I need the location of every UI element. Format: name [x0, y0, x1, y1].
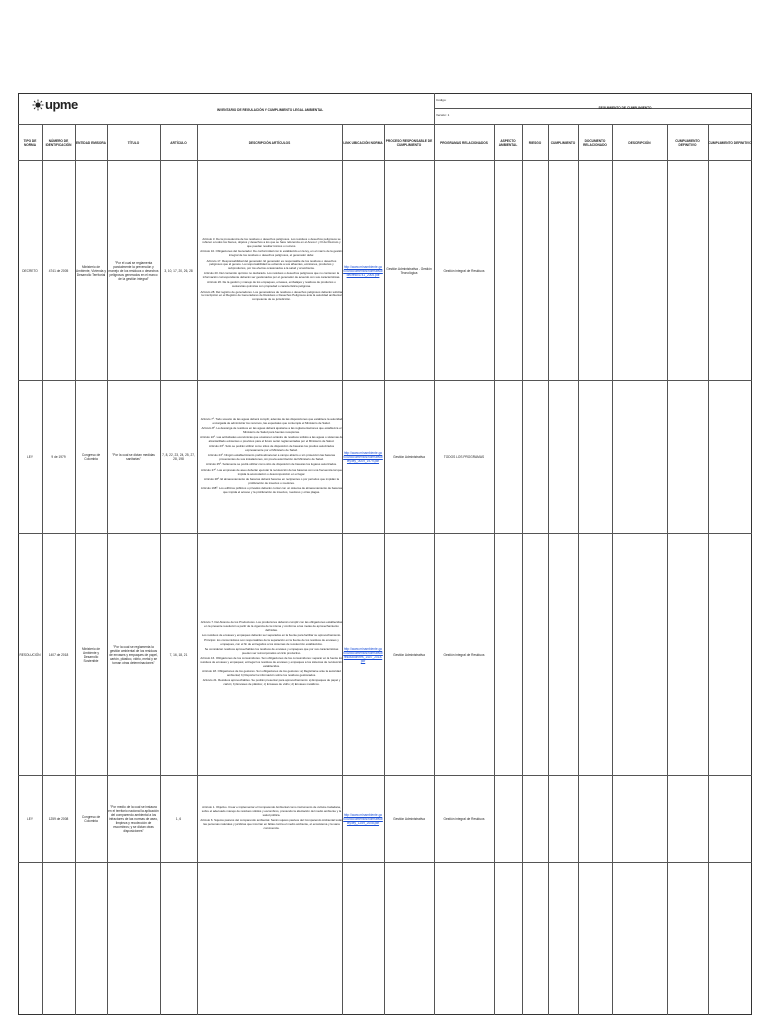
col-divider — [578, 124, 579, 1015]
article-text: Artículo 1. Objetivo. Crear e implementar el Comparendo Ambiental como instrumento de cultura ciudadana, sobre el adecuado manejo de residuos sólidos y escombros, previendo la afectación del medio ambiente y la salud pública. — [201, 805, 342, 817]
article-text: Artículo 22º. Las actividades económicas que ocasionen arrastre de residuos sólidos a las aguas o sistemas de alcantarillado existentes o previstos para el futuro serán reglamentadas por el Ministerio de Salud. — [200, 435, 343, 444]
sun-icon — [32, 99, 44, 111]
article-text: Artículo 26. De la gestión y manejo de los empaques, envases, embalajes y residuos de productos o sustancias químicas con propiedad o característica peligrosa. — [207, 280, 336, 289]
norm-link[interactable]: http://www.minambiente.gov.co/documentos/normativa/ley/ley_1259_2008.pdf — [343, 813, 383, 825]
table-cell-articulo: 7, 8, 22, 23, 24, 25, 27, 28, 198 — [162, 453, 195, 461]
version-label: Versión: 1 — [436, 113, 450, 118]
article-text: Artículo 6. Sujetos pasivos del comparendo ambiental. Serán sujetos pasivos del Comparendo Ambiental todas las personas naturales y jurídicas que incurran en faltas contra el medio ambiente, el ecosistema y la sana convivencia. — [200, 818, 343, 830]
table-cell-entidad: Congreso de Colombia — [81, 815, 101, 823]
row-divider — [18, 862, 752, 863]
upme-logo — [32, 97, 78, 112]
table-cell-numero: 1407 de 2018 — [48, 652, 69, 657]
article-text: Artículo 23º. Sólo se podrán utilizar como sitios de disposición de basuras los predios autorizados expresamente por el Ministerio de Salud. — [208, 444, 335, 453]
table-cell-programas: Gestión integral de Residuos — [443, 268, 485, 273]
table-cell-tipo: LEY — [26, 455, 34, 459]
code-label: Código: — [436, 98, 447, 103]
tracking-title: SEGUIMIENTO DE CUMPLIMIENTO — [598, 106, 652, 110]
table-cell-descripcion — [198, 534, 345, 775]
table-cell-descripcion — [198, 776, 345, 862]
article-text: Se consideran residuos aprovechables los residuos de envases y empaques que por sus características pueden ser reincorporados al ciclo productivo. — [204, 647, 339, 655]
table-cell-proceso: Gestión Administrativa - Gestión Tecnológica — [386, 266, 432, 275]
norm-link[interactable]: http://www.minambiente.gov.co/documentos/normativa/resolucion/res_1407_2018.pdf — [343, 646, 383, 663]
article-text: Artículo 17. Responsabilidad del generador. El generador es responsable de los residuos o desechos peligrosos que él genere. La responsabilidad se extiende a sus afluentes, emisiones, productos y subproductos, por los efectos ocasionados a la salud y al ambiente. — [206, 258, 337, 271]
col-header: TÍTULO — [127, 140, 140, 145]
col-header: PROGRAMAS RELACIONADOS — [440, 140, 488, 145]
table-cell-titulo: "Por medio de la cual se instaura en el territorio nacional la aplicación del comparendo ambiental a los infractores de las normas de aseo, limpieza y recolección de escombros; y se dictan otras disposiciones" — [108, 805, 159, 833]
col-divider — [522, 124, 523, 1015]
table-cell-entidad: Congreso de Colombia — [81, 453, 101, 461]
norm-link[interactable]: http://www.minambiente.gov.co/documentos/normativa/ley/ley_0009_1979.pdf — [343, 451, 383, 463]
article-text: Artículo 7º. Todo usuario de las aguas deberá cumplir, además de las disposiciones que establece la autoridad encargada de administrar los recursos, las especiales que contemple el Ministerio de Salud. — [200, 417, 343, 426]
table-cell-entidad: Ministerio de Ambiente, Vivienda y Desarrollo Territorial — [76, 264, 106, 277]
col-header: DESCRIPCIÓN — [628, 140, 651, 145]
col-header: TIPO DE NORMA — [23, 138, 37, 147]
col-header: CUMPLIMIENTO DEFINITIVO — [708, 140, 752, 145]
article-text: Artículo 7. Del Alcance de los Productores. Los productores deberán cumplir con las obligaciones establecidas en la presente resolución a partir de la vigencia de la misma y conforme a las metas de aprovechamiento definidas. — [200, 619, 343, 632]
col-header: DOCUMENTO RELACIONADO — [583, 138, 607, 147]
col-divider — [612, 124, 613, 1015]
col-divider — [494, 124, 495, 1015]
article-text: Artículo 21. Residuos aprovechables. Se podrán presentar para aprovechamiento: a) Empaques de papel y cartón; b) Envases de plástico; c) Envases de vidrio; d) Envases metálicos. — [202, 678, 341, 686]
article-text: Artículo 20. Del contenido químico no declarado. Los residuos o desechos peligrosos que no contienen la información correspondiente deberán ser gestionados por el generador de acuerdo con sus características. — [202, 271, 341, 280]
article-text: Artículo 8º. La descarga de residuos en las aguas deberá ajustarse a las reglamentaciones que establezca el Ministerio de Salud para fuentes receptoras. — [201, 426, 342, 435]
table-cell-articulo: 7, 16, 18, 21 — [169, 652, 188, 657]
table-cell-programas: TODOS LOS PROGRAMAS — [443, 455, 485, 459]
article-text: Artículo 10. Obligaciones del Generador. De conformidad con lo establecido en la ley, en el marco de la gestión integral de los residuos o desechos peligrosos, el generador debe: — [200, 249, 343, 258]
table-cell-entidad: Ministerio de Ambiente y Desarrollo Sostenible — [81, 646, 101, 663]
page-title: INVENTARIO DE REGULACIÓN Y CUMPLIMIENTO LEGAL AMBIENTAL — [216, 108, 324, 112]
article-text: Artículo 16. Obligaciones de los consumidores. Son obligaciones de los consumidores: separar en la fuente los residuos de envases y empaques; entregar los residuos de envases y empaques a los sistemas de recolección establecidos. — [200, 656, 343, 668]
article-text: Artículo 24º. Ningún establecimiento podrá almacenar a campo abierto o sin protección las basuras provenientes de sus instalaciones, sin previa autorización del Ministerio de Salud. — [207, 453, 336, 462]
table-cell-titulo: "Por la cual se dictan medidas sanitarias" — [112, 453, 155, 461]
logo-text: upme — [45, 97, 78, 112]
table-cell-descripcion — [198, 381, 345, 533]
norm-link[interactable]: http://www.minambiente.gov.co/documentos/normativa/decreto/4741_2005.pdf — [343, 264, 383, 277]
article-text: Artículo 28º. El almacenamiento de basuras deberá hacerse en recipientes o por períodos que impidan la proliferación de insectos o roedores. — [204, 476, 339, 485]
col-header: PROCESO RESPONSABLE DE CUMPLIMIENTO — [385, 138, 433, 147]
article-text: Los residuos de envases y empaques deberán ser separados en la fuente para facilitar su aprovechamiento. — [201, 632, 342, 637]
article-text: Artículo 3. De la procedencia de los residuos o desechos peligrosos. Los residuos o desechos peligrosos se refieren a todos los bienes, objetos y desechos a los que se hace referencia en el Anexo I y III del Decreto y que puedan resultar tóxicos o nocivos. — [202, 236, 341, 249]
col-header: LINK UBICACIÓN NORMA — [343, 140, 383, 145]
col-header: CUMPLIMIENTO DEFINITIVO — [675, 138, 700, 147]
article-text: Principio: los consumidores son responsables de la separación en la fuente de los residuos de envases y empaques, con el fin de entregarlos a los sistemas de recolección establecidos. — [204, 637, 339, 646]
table-cell-tipo: LEY — [26, 817, 34, 821]
col-header: ASPECTO AMBIENTAL — [498, 138, 518, 147]
table-cell-descripcion — [198, 161, 345, 380]
article-text: Artículo 25º. Solamente se podrá utilizar como sitio de disposición de basuras los lugares autorizados. — [206, 462, 337, 467]
table-cell-tipo: DECRETO — [22, 268, 38, 273]
col-header: ARTÍCULO — [170, 140, 187, 145]
col-header: RIESGO — [528, 140, 542, 145]
table-cell-proceso: Gestión Administrativa — [393, 652, 425, 657]
table-cell-articulo: 1, 6 — [175, 817, 182, 821]
article-text: Artículo 18. Obligaciones de los gestores. Son obligaciones de los gestores: a) Registrarse ante la autoridad ambiental; b) Reportar la información sobre los residuos gestionados. — [202, 669, 341, 677]
col-header: DESCRIPCIÓN ARTÍCULOS — [248, 140, 291, 145]
table-cell-articulo: 3, 10, 17, 20, 26, 28 — [164, 268, 193, 273]
article-text: Artículo 28. Del registro de generadores. Los generadores de residuos o desechos peligrosos deberán solicitar la inscripción en el Registro de Generadores de Residuos o Desechos Peligrosos ante la autoridad ambiental competente de su jurisdicción. — [200, 289, 343, 302]
table-cell-proceso: Gestión Administrativa — [393, 817, 425, 821]
col-divider — [667, 124, 668, 1015]
col-divider — [708, 124, 709, 1015]
table-cell-programas: Gestión integral de Residuos — [443, 652, 485, 657]
table-cell-titulo: "Por el cual se reglamenta parcialmente la prevención y manejo de los residuos o desechos peligrosos generados en el marco de la gestión integral" — [108, 260, 159, 281]
col-header: ENTIDAD EMISORA — [76, 140, 106, 145]
table-cell-tipo: RESOLUCIÓN — [19, 652, 41, 657]
table-cell-proceso: Gestión Administrativa — [393, 455, 425, 459]
col-header: CUMPLIMIENTO — [550, 140, 576, 145]
table-cell-titulo: "Por la cual se reglamenta la gestión ambiental de los residuos de envases y empaques de papel, cartón, plástico, vidrio, metal y se toman otras determinaciones" — [109, 644, 158, 665]
table-cell-programas: Gestión integral de Residuos — [443, 817, 485, 821]
table-cell-numero: 1259 de 2008 — [48, 817, 69, 821]
article-text: Artículo 198º. Los edificios públicos o privados deberán contar con un sistema de almacenamiento de basuras que impida el acceso y la proliferación de insectos, roedores y otras plagas. — [200, 485, 343, 494]
table-cell-numero: 4741 de 2005 — [48, 268, 69, 273]
col-header: NÚMERO DE IDENTIFICACIÓN — [45, 138, 72, 147]
table-cell-numero: 9 de 1979 — [51, 455, 66, 459]
article-text: Artículo 27º. Las empresas de aseo deberán ejecutar la recolección de las basuras con una frecuencia tal que impida la acumulación o descomposición en el lugar. — [200, 467, 343, 476]
col-divider — [548, 124, 549, 1015]
